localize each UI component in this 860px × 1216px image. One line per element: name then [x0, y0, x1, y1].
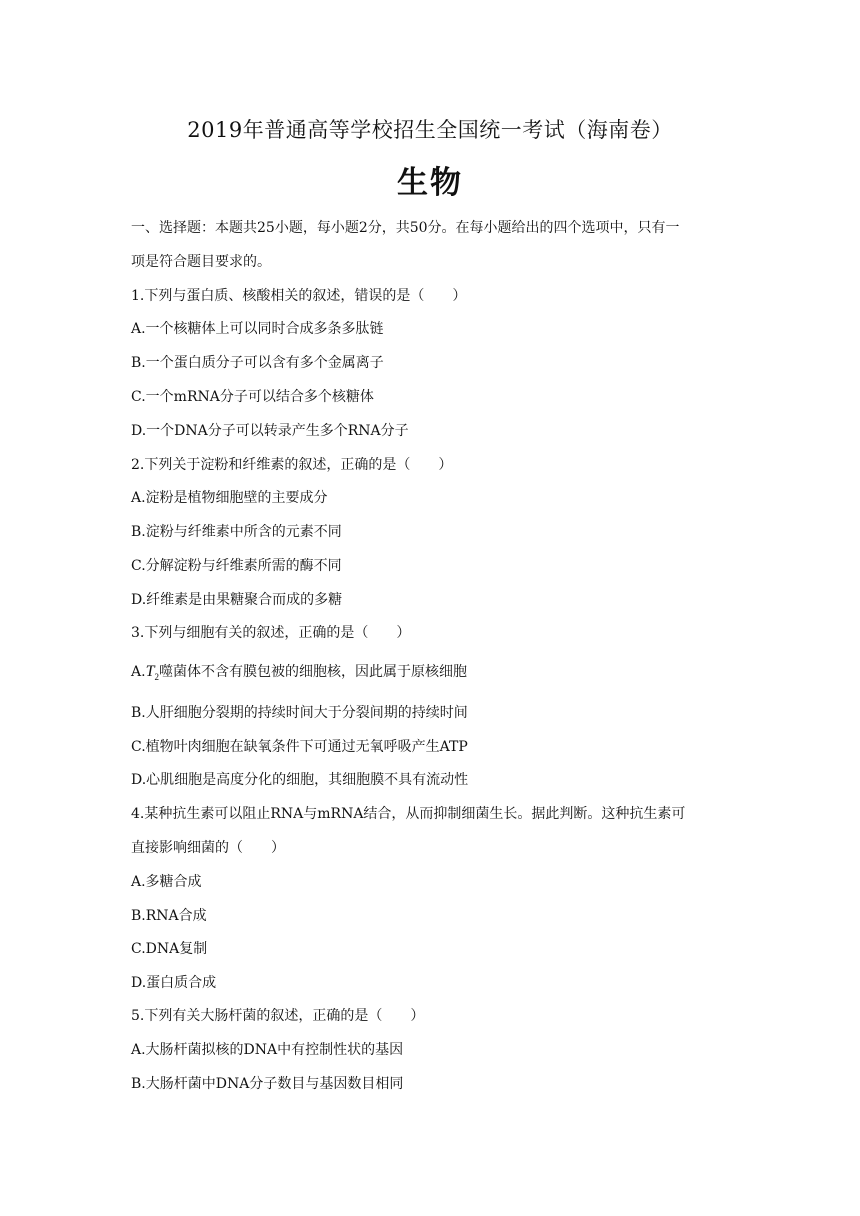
question-1-stem: 1.下列与蛋白质、核酸相关的叙述，错误的是（ ）: [131, 288, 467, 304]
question-3-option-d: D.心肌细胞是高度分化的细胞，其细胞膜不具有流动性: [131, 772, 469, 788]
question-2-option-d: D.纤维素是由果糖聚合而成的多糖: [131, 592, 343, 608]
question-5-option-a: A.大肠杆菌拟核的DNA中有控制性状的基因: [131, 1042, 404, 1058]
question-1-option-c: C.一个mRNA分子可以结合多个核糖体: [131, 389, 374, 405]
question-3-option-a: [131, 662, 467, 687]
question-4-option-a: A.多糖合成: [131, 874, 202, 890]
question-2-option-b: B.淀粉与纤维素中所含的元素不同: [131, 524, 342, 540]
question-4-option-b: B.RNA合成: [131, 908, 207, 924]
option-a-text: 噬菌体不含有膜包被的细胞核，因此属于原核细胞: [158, 664, 467, 680]
question-4-stem-line-1: 4.某种抗生素可以阻止RNA与mRNA结合，从而抑制细菌生长。据此判断。这种抗生素可: [131, 806, 686, 822]
section-instructions-line-2: 项是符合题目要求的。: [131, 254, 271, 270]
question-3-option-c: C.植物叶肉细胞在缺氧条件下可通过无氧呼吸产生ATP: [131, 739, 468, 755]
t2-phage-symbol: $T_2$: [145, 663, 159, 683]
question-1-option-d: D.一个DNA分子可以转录产生多个RNA分子: [131, 423, 409, 439]
subject-title: 生物: [397, 165, 463, 201]
question-3-stem: 3.下列与细胞有关的叙述，正确的是（ ）: [131, 625, 411, 641]
section-instructions-line-1: 一、选择题：本题共25小题，每小题2分，共50分。在每小题给出的四个选项中，只有一: [131, 220, 680, 236]
question-2-option-c: C.分解淀粉与纤维素所需的酶不同: [131, 558, 342, 574]
question-4-option-c: C.DNA复制: [131, 941, 208, 957]
question-1-option-b: B.一个蛋白质分子可以含有多个金属离子: [131, 355, 384, 371]
question-2-stem: 2.下列关于淀粉和纤维素的叙述，正确的是（ ）: [131, 457, 453, 473]
question-4-stem-line-2: 直接影响细菌的（ ）: [131, 840, 285, 856]
option-a-label: A.: [131, 664, 146, 680]
question-2-option-a: A.淀粉是植物细胞壁的主要成分: [131, 490, 328, 506]
question-3-option-b: B.人肝细胞分裂期的持续时间大于分裂间期的持续时间: [131, 705, 468, 721]
question-1-option-a: A.一个核糖体上可以同时合成多条多肽链: [131, 321, 384, 337]
question-5-option-b: B.大肠杆菌中DNA分子数目与基因数目相同: [131, 1076, 404, 1092]
exam-title: 2019年普通高等学校招生全国统一考试（海南卷）: [187, 118, 673, 142]
question-4-option-d: D.蛋白质合成: [131, 975, 217, 991]
question-5-stem: 5.下列有关大肠杆菌的叙述，正确的是（ ）: [131, 1008, 425, 1024]
